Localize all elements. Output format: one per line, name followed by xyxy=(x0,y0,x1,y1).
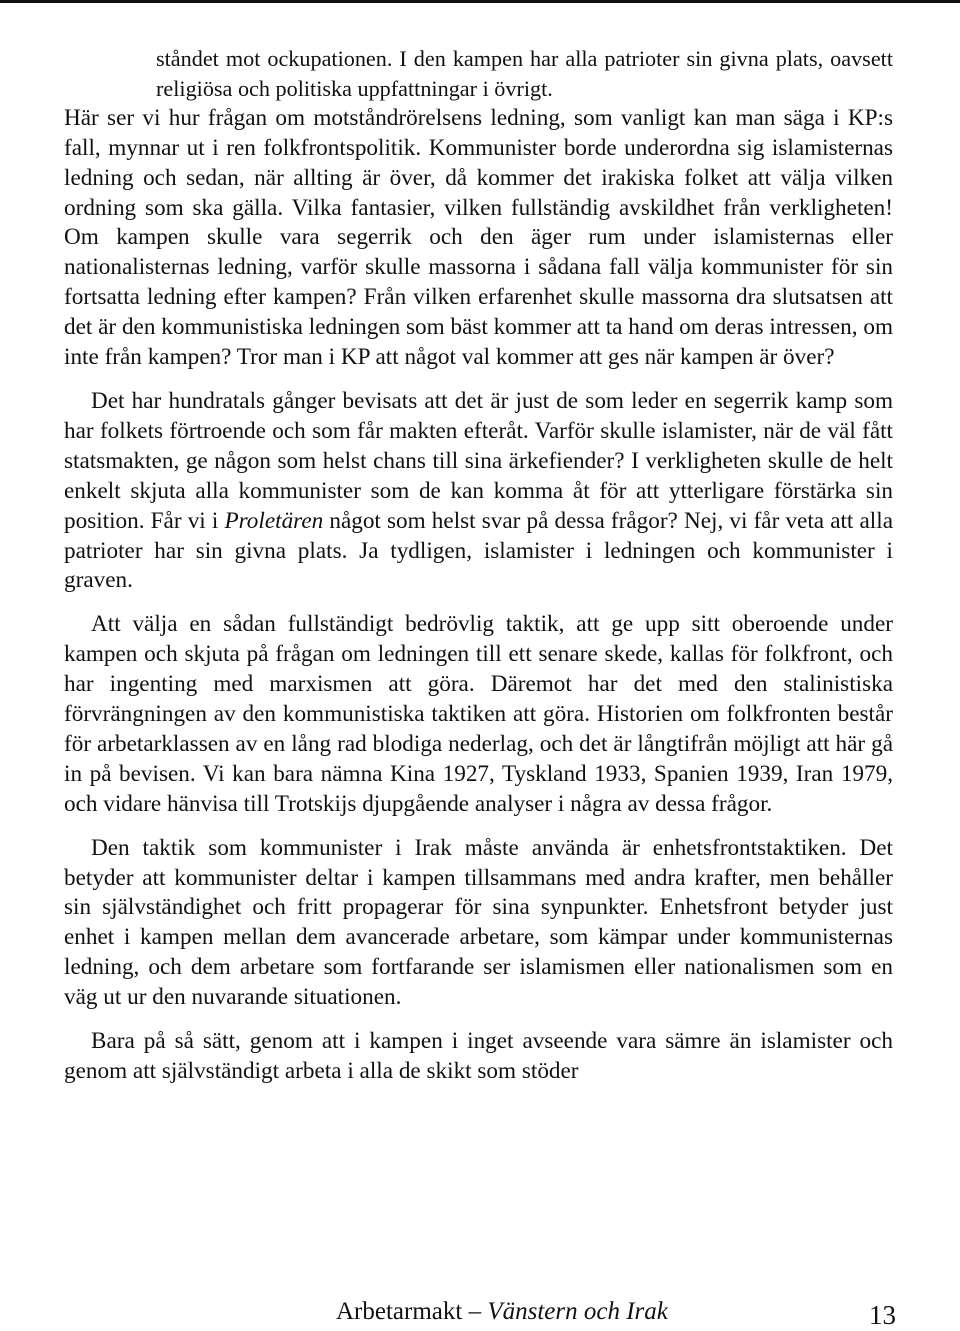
publication-name: Arbetarmakt xyxy=(336,1298,463,1325)
paragraph-gap xyxy=(64,1013,893,1027)
paragraph: Den taktik som kommunister i Irak måste använda är enhetsfrontstaktiken. Det betyder att kommunister deltar i kampen tillsammans med andra krafter, men behåller sin självständighet och fritt propagerar för sina synpunkter. Enhetsfront betyder just enhet i kampen mellan dem avancerade arbetare, som kämpar under kommunisternas ledning, och dem arbetare som fortfarande ser islamismen eller nationalismen som en väg ut ur den nuvarande situationen. xyxy=(64,834,893,1011)
page-footer xyxy=(336,1298,896,1328)
paragraph: Bara på så sätt, genom att i kampen i inget avseende vara sämre än islamister och genom att självständigt arbeta i alla de skikt som stöder xyxy=(64,1028,893,1084)
page-number: 13 xyxy=(869,1300,896,1330)
paragraph-gap xyxy=(64,596,893,610)
footer-title: Vänstern och Irak xyxy=(487,1298,668,1325)
paragraph-continuation: ståndet mot ockupationen. I den kampen har alla patrioter sin givna plats, oavsett religiösa och politiska uppfattningar i övrigt. xyxy=(156,46,893,101)
paragraph: Att välja en sådan fullständigt bedrövlig taktik, att ge upp sitt oberoende under kampen och skjuta på frågan om ledningen till ett senare skede, kallas för folkfront, och har ingenting med marxismen att göra. Däremot har det med den stalinistiska förvrängningen av den kommunistiska taktiken att göra. Historien om folkfronten består för arbetarklassen av en lång rad blodiga nederlag, och det är långtifrån möjligt att här gå in på bevisen. Vi kan bara nämna Kina 1927, Tyskland 1933, Spanien 1939, Iran 1979, och vidare hänvisa till Trotskijs djupgående analyser i några av dessa frågor. xyxy=(64,611,893,817)
paragraph-text: något som helst svar på dessa frågor? Nej, vi får veta att alla patrioter har sin givna plats. Ja tydligen, islamister i ledningen och kommunister i graven. xyxy=(64,507,893,594)
paragraph-gap xyxy=(64,820,893,834)
paragraph: Här ser vi hur frågan om motståndrörelsens ledning, som vanligt kan man säga i KP:s fall, mynnar ut i ren folkfrontspolitik. Kommunister borde underordna sig islamisternas ledning och sedan, när allting är över, då kommer det irakiska folket att välja vilken ordning som ska gälla. Vilka fantasier, vilken fullständig avskildhet från verkligheten! Om kampen skulle vara segerrik och den äger rum under islamisternas eller nationalisternas ledning, varför skulle massorna i sådana fall välja kommunister för sin fortsatta ledning efter kampen? Från vilken erfarenhet skulle massorna dra slutsatsen att det är den kommunistiska ledningen som bäst kommer att ta hand om deras intressen, om inte från kampen? Tror man i KP att något val kommer att ges när kampen är över? xyxy=(64,104,893,371)
running-footer xyxy=(336,1298,668,1326)
top-rule xyxy=(0,0,960,3)
page-body xyxy=(64,44,893,1087)
footer-dash: – xyxy=(462,1298,488,1325)
paragraph-gap xyxy=(64,373,893,387)
italic-title: Proletären xyxy=(224,507,324,534)
paragraph-text: Det har hundratals gånger bevisats att det är just de som leder en segerrik kamp som har folkets förtroende och som får makten efteråt. Varför skulle islamister, när de väl fått statsmakten, ge någon som helst chans till sina ärkefiender? I verkligheten skulle de helt enkelt skjuta alla kommunister som de kan komma åt för att ytterligare förstärka sin position. Får vi i xyxy=(64,387,893,534)
paragraph xyxy=(64,387,893,596)
